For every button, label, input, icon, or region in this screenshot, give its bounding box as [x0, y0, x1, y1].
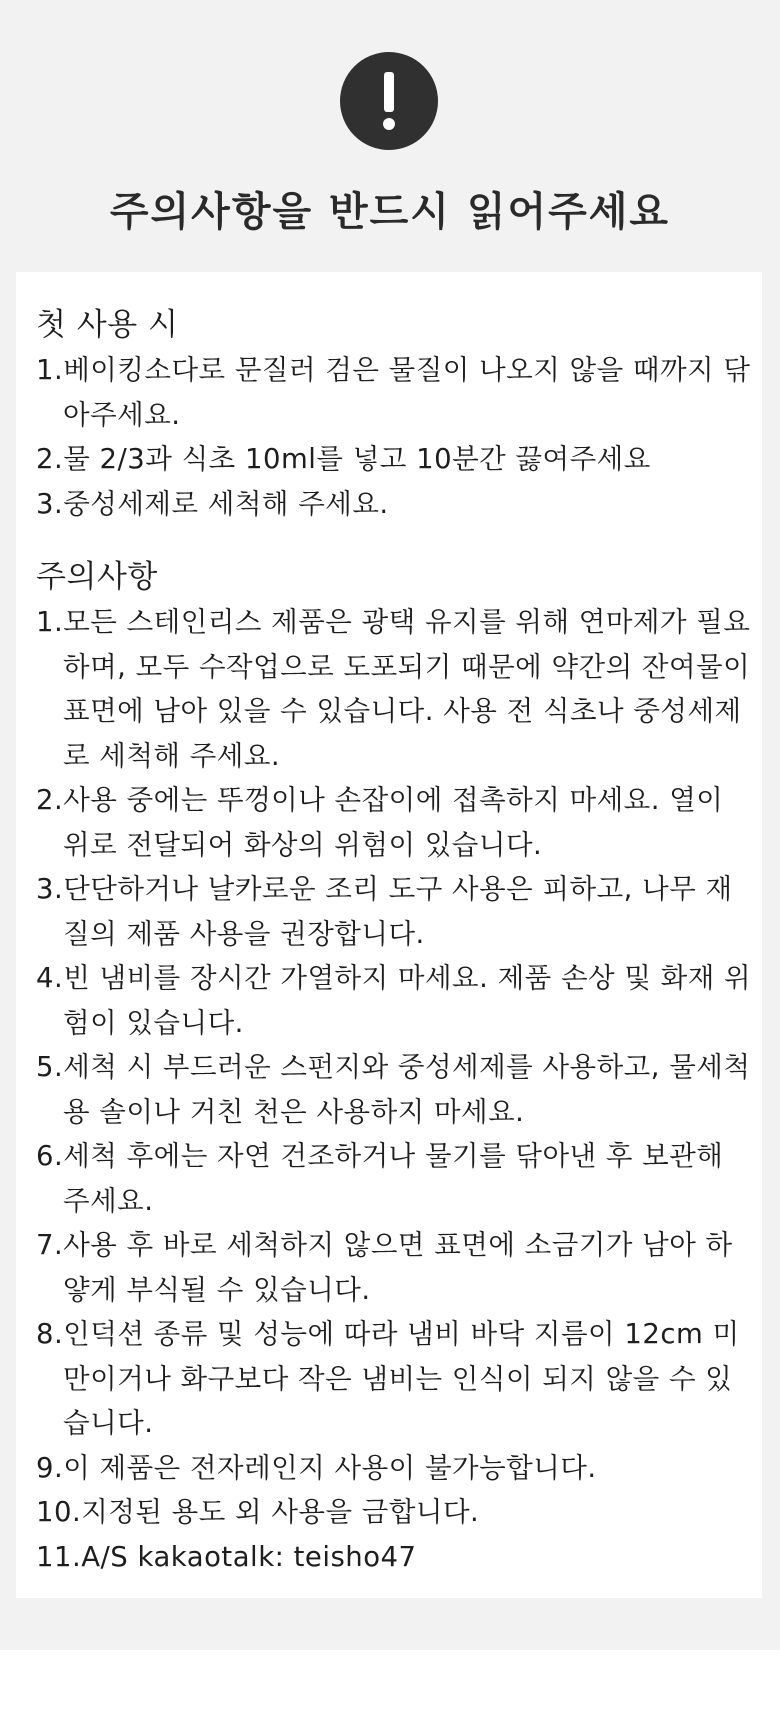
caution-item: 5.세척 시 부드러운 스펀지와 중성세제를 사용하고, 물세척용 솔이나 거친 천은 사용하지 마세요. — [36, 1051, 751, 1128]
caution-item: 6.세척 후에는 자연 건조하거나 물기를 닦아낸 후 보관해 주세요. — [36, 1140, 724, 1217]
caution-item: 10.지정된 용도 외 사용을 금합니다. — [36, 1496, 480, 1528]
as-contact: 11.A/S kakaotalk: teisho47 — [36, 1540, 417, 1573]
first-use-item: 3.중성세제로 세척해 주세요. — [36, 487, 389, 520]
first-use-item: 1.베이킹소다로 문질러 검은 물질이 나오지 않을 때까지 닦아주세요. — [36, 354, 751, 431]
page-title: 주의사항을 반드시 읽어주세요 — [109, 189, 671, 235]
notice-content — [36, 302, 756, 1579]
exclamation-circle-icon — [340, 52, 438, 150]
caution-item: 2.사용 중에는 뚜껑이나 손잡이에 접촉하지 마세요. 열이 위로 전달되어 화상의 위험이 있습니다. — [36, 784, 724, 861]
first-use-item: 2.물 2/3과 식초 10ml를 넣고 10분간 끓여주세요 — [36, 443, 651, 475]
caution-item: 1.모든 스테인리스 제품은 광택 유지를 위해 연마제가 필요하며, 모두 수작업으로 도포되기 때문에 약간의 잔여물이 표면에 남아 있을 수 있습니다. 사용 전 식초나 중성세제로 세척해 주세요. — [36, 606, 751, 772]
notice-header — [0, 0, 780, 272]
caution-item: 4.빈 냄비를 장시간 가열하지 마세요. 제품 손상 및 화재 위험이 있습니다. — [36, 962, 752, 1039]
first-use-title: 첫 사용 시 — [36, 307, 179, 343]
cautions-title: 주의사항 — [36, 559, 158, 595]
notice-panel — [16, 272, 762, 1598]
section-spacer — [36, 526, 756, 554]
caution-item: 7.사용 후 바로 세척하지 않으면 표면에 소금기가 남아 하얗게 부식될 수 있습니다. — [36, 1229, 733, 1306]
caution-item: 3.단단하거나 날카로운 조리 도구 사용은 피하고, 나무 재질의 제품 사용을 권장합니다. — [36, 873, 733, 950]
caution-item: 9.이 제품은 전자레인지 사용이 불가능합니다. — [36, 1451, 597, 1484]
caution-item: 8.인덕션 종류 및 성능에 따라 냄비 바닥 지름이 12cm 미만이거나 화구보다 작은 냄비는 인식이 되지 않을 수 있습니다. — [36, 1318, 740, 1439]
footer-band — [0, 1650, 780, 1709]
